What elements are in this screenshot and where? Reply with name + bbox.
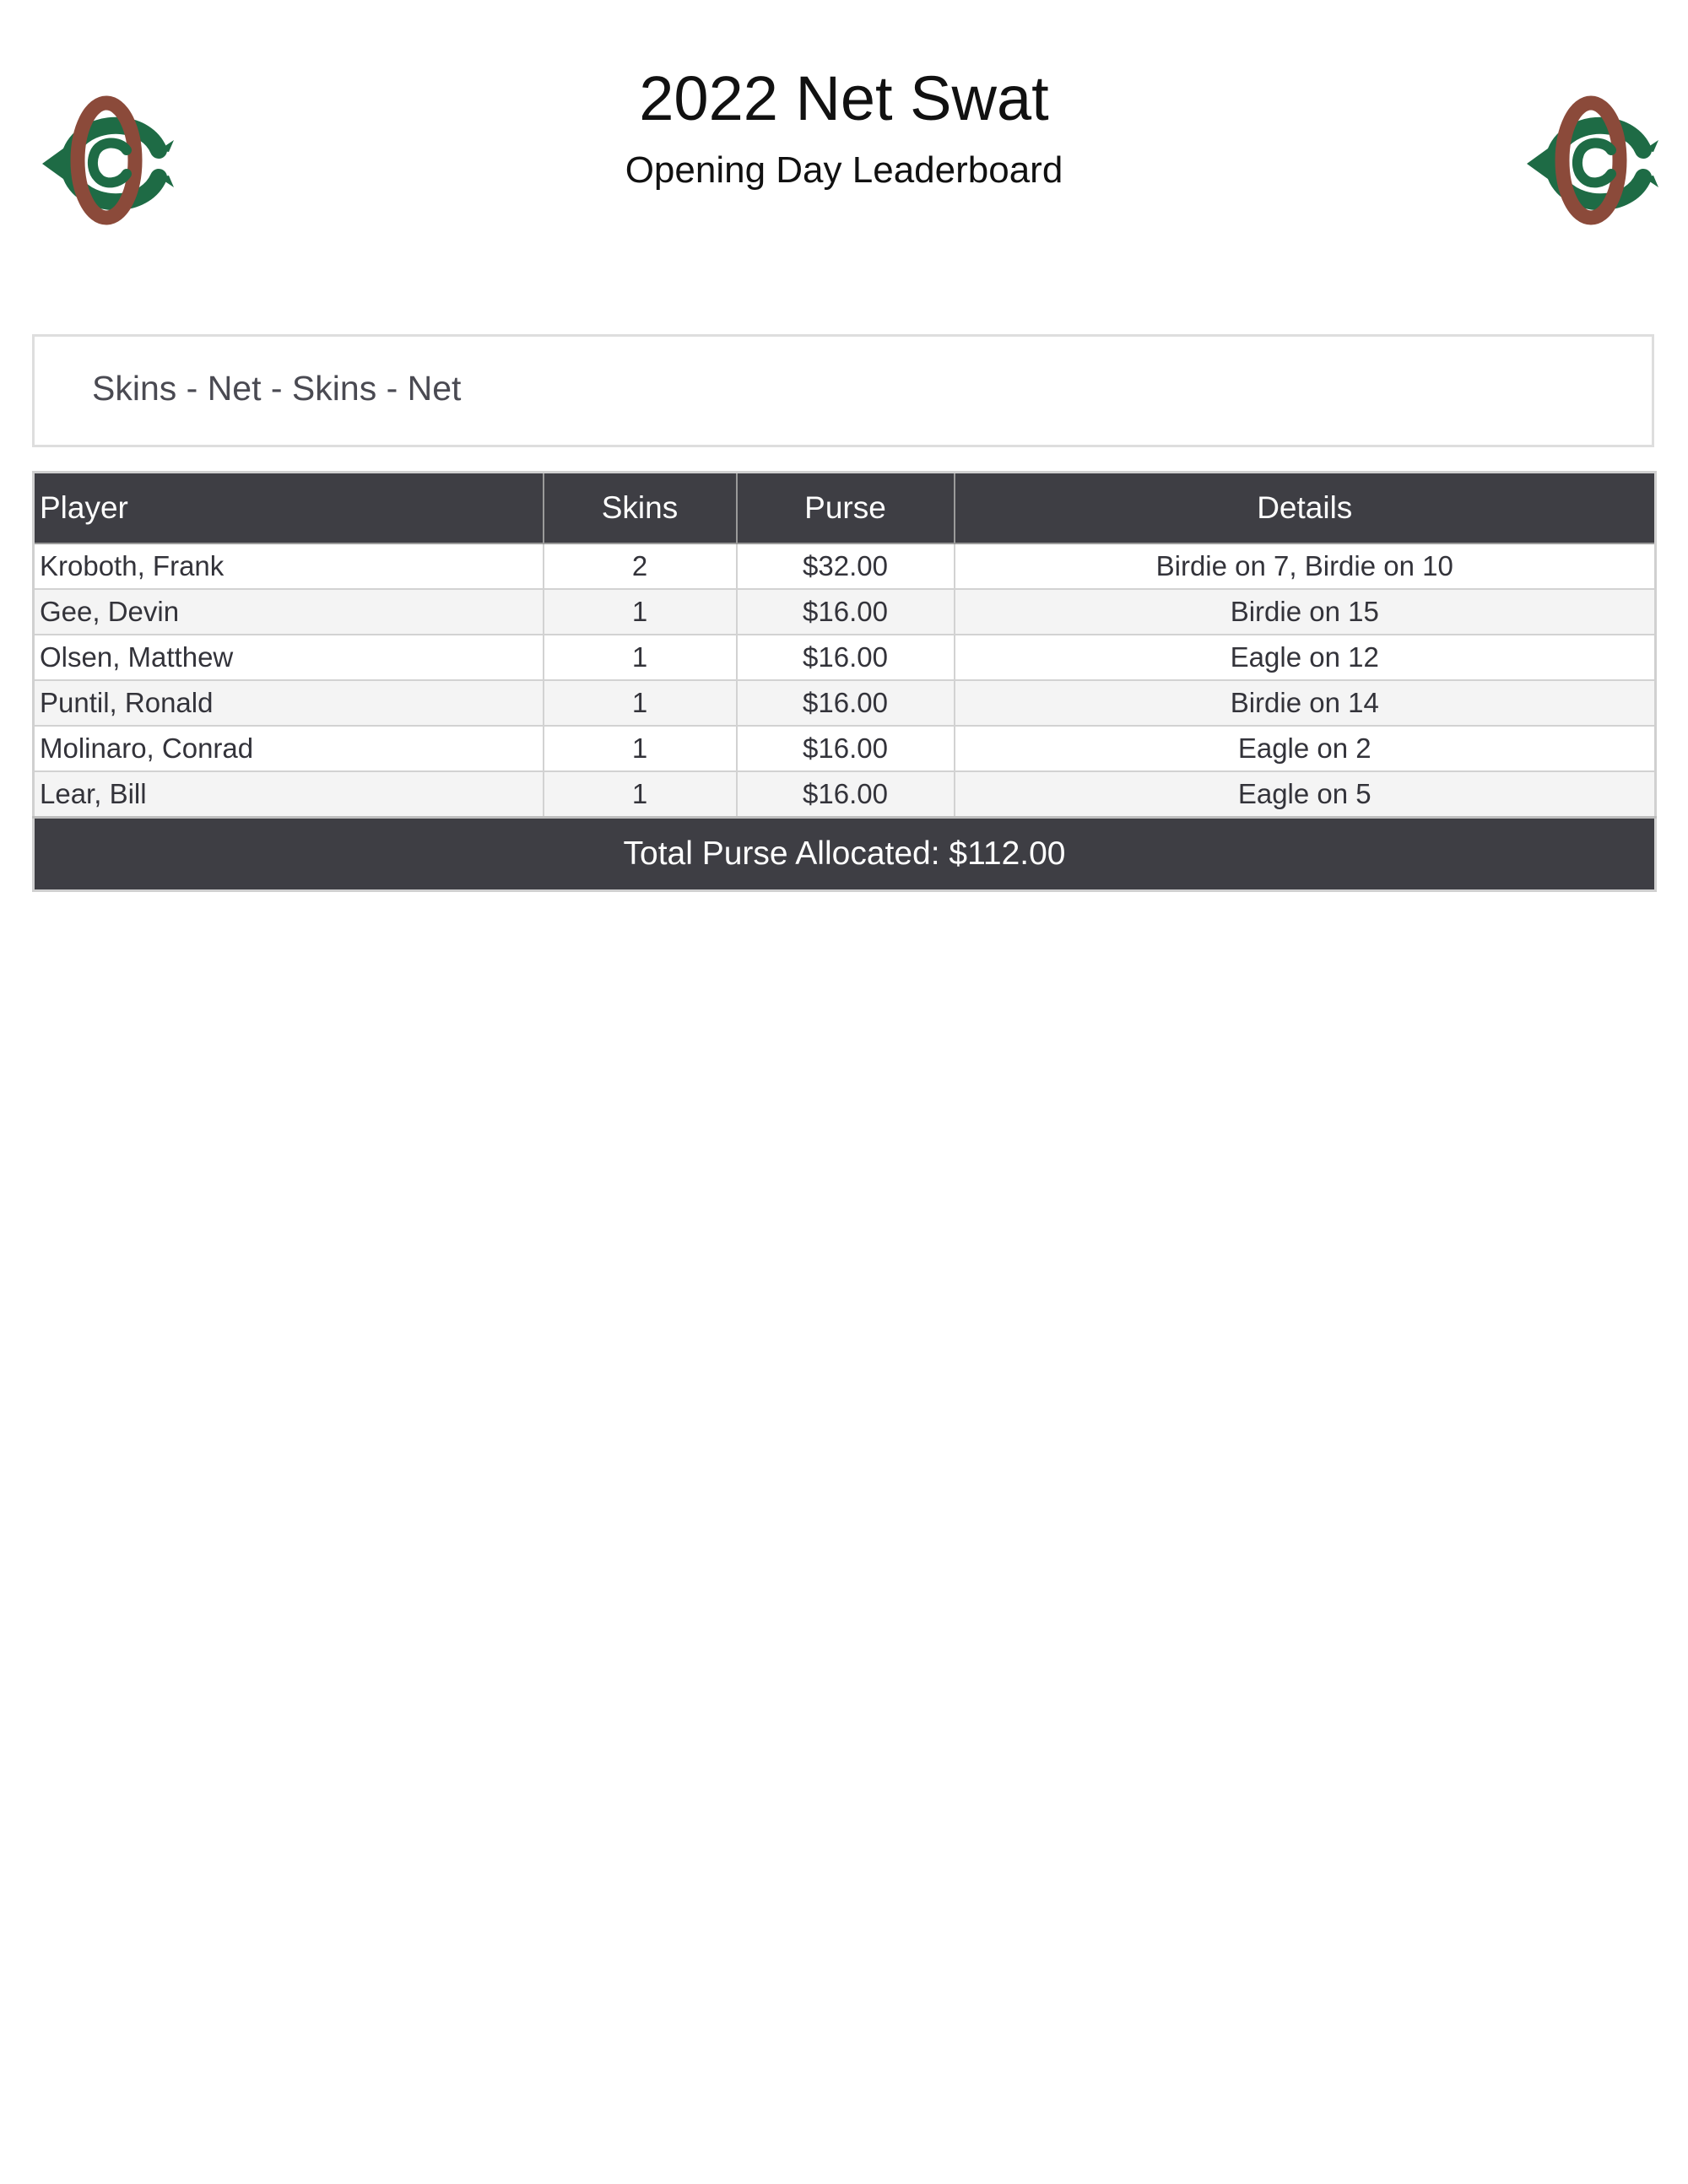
leaderboard-table — [32, 471, 1657, 892]
page-subtitle: Opening Day Leaderboard — [625, 149, 1063, 191]
table-row — [34, 771, 1656, 818]
column-header-details: Details — [955, 473, 1656, 544]
table-row — [34, 635, 1656, 680]
purse-amount: $32.00 — [737, 543, 955, 589]
skin-details: Birdie on 15 — [955, 589, 1656, 635]
section-header — [32, 334, 1654, 447]
column-header-purse: Purse — [737, 473, 955, 544]
player-name: Molinaro, Conrad — [34, 726, 544, 771]
skins-count: 2 — [544, 543, 737, 589]
total-purse: Total Purse Allocated: $112.00 — [34, 818, 1656, 891]
purse-amount: $16.00 — [737, 635, 955, 680]
skins-count: 1 — [544, 680, 737, 726]
player-name: Olsen, Matthew — [34, 635, 544, 680]
column-header-player: Player — [34, 473, 544, 544]
table-row — [34, 589, 1656, 635]
purse-amount: $16.00 — [737, 726, 955, 771]
table-row — [34, 543, 1656, 589]
section-label: Skins - Net - Skins - Net — [92, 369, 462, 408]
table-footer-row — [34, 818, 1656, 891]
purse-amount: $16.00 — [737, 589, 955, 635]
skins-count: 1 — [544, 635, 737, 680]
skin-details: Birdie on 7, Birdie on 10 — [955, 543, 1656, 589]
purse-amount: $16.00 — [737, 680, 955, 726]
player-name: Puntil, Ronald — [34, 680, 544, 726]
skin-details: Eagle on 2 — [955, 726, 1656, 771]
table-row — [34, 726, 1656, 771]
table-header-row — [34, 473, 1656, 544]
skins-count: 1 — [544, 771, 737, 818]
page-title: 2022 Net Swat — [639, 63, 1049, 133]
column-header-skins: Skins — [544, 473, 737, 544]
purse-amount: $16.00 — [737, 771, 955, 818]
skin-details: Eagle on 12 — [955, 635, 1656, 680]
table-row — [34, 680, 1656, 726]
skin-details: Birdie on 14 — [955, 680, 1656, 726]
skins-count: 1 — [544, 589, 737, 635]
player-name: Kroboth, Frank — [34, 543, 544, 589]
player-name: Lear, Bill — [34, 771, 544, 818]
player-name: Gee, Devin — [34, 589, 544, 635]
skin-details: Eagle on 5 — [955, 771, 1656, 818]
skins-count: 1 — [544, 726, 737, 771]
